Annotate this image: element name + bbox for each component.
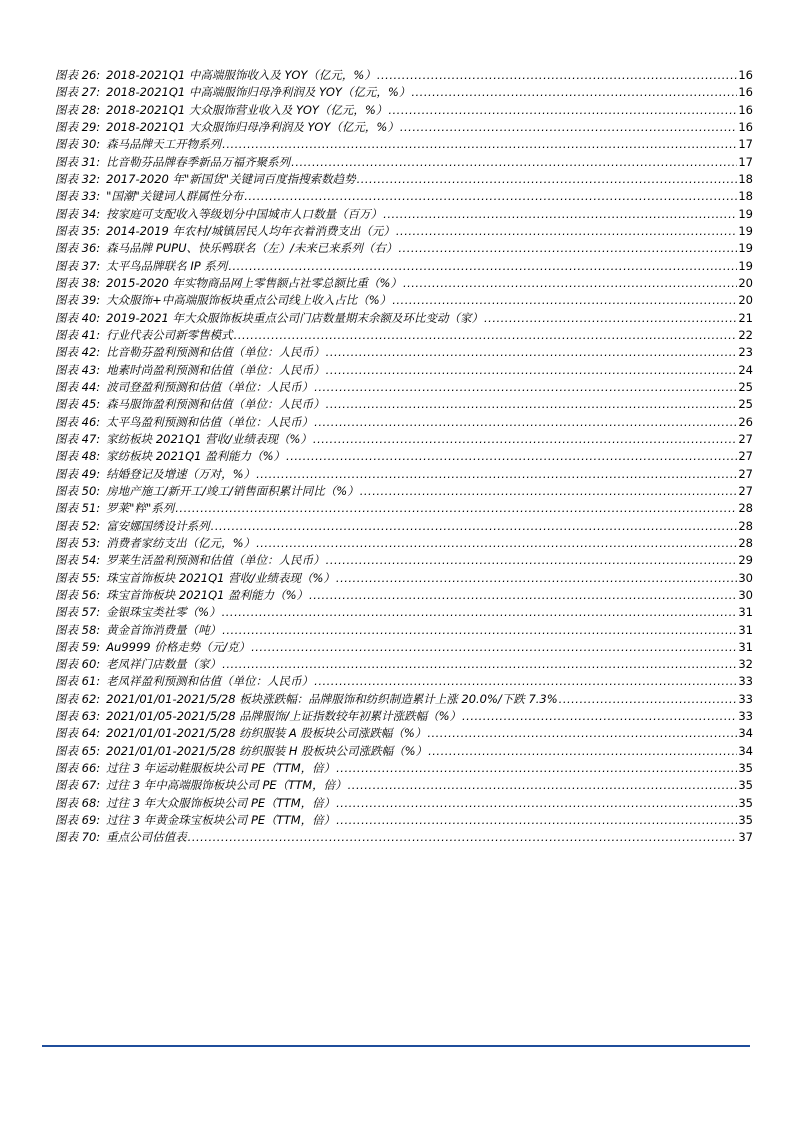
- toc-entry[interactable]: [55, 240, 753, 257]
- figure-title: 森马服饰盈利预测和估值（单位：人民币）: [106, 397, 325, 412]
- toc-entry[interactable]: [55, 795, 753, 812]
- dot-leader: [251, 640, 737, 654]
- dot-leader: [314, 415, 737, 429]
- toc-entry[interactable]: [55, 84, 753, 101]
- dot-leader: [256, 467, 737, 481]
- dot-leader: [396, 224, 737, 238]
- figure-title: 2018-2021Q1 大众服饰归母净利润及 YOY（亿元，%）: [106, 119, 399, 134]
- figure-title: 地素时尚盈利预测和估值（单位：人民币）: [106, 362, 325, 377]
- toc-entry[interactable]: [55, 119, 753, 136]
- figure-title: 2018-2021Q1 中高端服饰归母净利润及 YOY（亿元，%）: [106, 85, 411, 100]
- dot-leader: [403, 276, 737, 290]
- figure-number: 图表 50:: [55, 483, 101, 498]
- figure-number: 图表 42:: [55, 345, 101, 360]
- figure-number: 图表 55:: [55, 570, 101, 585]
- figure-number: 图表 66:: [55, 761, 101, 776]
- toc-entry[interactable]: [55, 639, 753, 656]
- figure-number: 图表 47:: [55, 431, 101, 446]
- figure-number: 图表 26:: [55, 68, 101, 82]
- toc-entry[interactable]: [55, 67, 753, 84]
- page-number: 17: [738, 154, 753, 169]
- toc-entry[interactable]: [55, 379, 753, 396]
- toc-entry[interactable]: [55, 448, 753, 465]
- toc-entry[interactable]: [55, 275, 753, 292]
- toc-entry[interactable]: [55, 708, 753, 725]
- figure-number: 图表 28:: [55, 102, 101, 117]
- figure-number: 图表 53:: [55, 535, 101, 550]
- figure-number: 图表 41:: [55, 327, 101, 342]
- figure-title: 波司登盈利预测和估值（单位：人民币）: [106, 379, 314, 394]
- toc-entry[interactable]: [55, 691, 753, 708]
- figure-title: 消费者家纺支出（亿元，%）: [106, 535, 256, 550]
- figure-title: 金银珠宝类社零（%）: [106, 605, 221, 620]
- dot-leader: [326, 363, 738, 377]
- dot-leader: [398, 241, 737, 255]
- figure-number: 图表 36:: [55, 241, 101, 256]
- toc-entry[interactable]: [55, 154, 753, 171]
- figure-title: 珠宝首饰板块 2021Q1 营收/业绩表现（%）: [106, 570, 335, 585]
- page-number: 16: [738, 119, 753, 134]
- figure-title: 2021/01/05-2021/5/28 品牌服饰/上证指数较年初累计涨跌幅（%）: [106, 709, 462, 724]
- figure-number: 图表 51:: [55, 501, 101, 516]
- dot-leader: [559, 692, 738, 706]
- page-number: 32: [738, 657, 753, 672]
- figure-number: 图表 32:: [55, 171, 101, 186]
- dot-leader: [222, 623, 737, 637]
- figure-title: 太平鸟盈利预测和估值（单位：人民币）: [106, 414, 314, 429]
- figure-title: 2021/01/01-2021/5/28 板块涨跌幅：品牌服饰和纺织制造累计上涨 20.0%/下跌 7.3%: [106, 691, 558, 706]
- page-number: 19: [738, 258, 753, 273]
- dot-leader: [336, 796, 737, 810]
- page-number: 27: [738, 466, 753, 481]
- figure-title: 重点公司估值表: [106, 830, 187, 845]
- figure-number: 图表 68:: [55, 795, 101, 810]
- figure-list: [55, 67, 753, 847]
- figure-title: 富安娜国绣设计系列: [106, 518, 210, 533]
- figure-title: 行业代表公司新零售模式: [106, 327, 233, 342]
- figure-number: 图表 52:: [55, 518, 101, 533]
- dot-leader: [360, 484, 738, 498]
- toc-entry[interactable]: [55, 102, 753, 119]
- figure-title: 2019-2021 年大众服饰板块重点公司门店数量期末余额及环比变动（家）: [106, 310, 484, 325]
- dot-leader: [326, 345, 738, 359]
- figure-title: 2018-2021Q1 大众服饰营业收入及 YOY（亿元，%）: [106, 102, 388, 117]
- footer-rule: [42, 1045, 750, 1047]
- toc-entry[interactable]: [55, 622, 753, 639]
- toc-entry[interactable]: [55, 535, 753, 552]
- dot-leader: [348, 778, 738, 792]
- figure-number: 图表 65:: [55, 743, 101, 758]
- dot-leader: [326, 553, 738, 567]
- page-number: 29: [738, 553, 753, 568]
- figure-number: 图表 38:: [55, 275, 101, 290]
- figure-number: 图表 69:: [55, 813, 101, 828]
- figure-number: 图表 44:: [55, 379, 101, 394]
- figure-title: 2015-2020 年实物商品网上零售额占社零总额比重（%）: [106, 275, 402, 290]
- toc-entry[interactable]: [55, 414, 753, 431]
- toc-entry[interactable]: [55, 171, 753, 188]
- dot-leader: [256, 536, 737, 550]
- toc-entry[interactable]: [55, 136, 753, 153]
- toc-entry[interactable]: [55, 518, 753, 535]
- figure-number: 图表 45:: [55, 397, 101, 412]
- page-number: 28: [738, 518, 753, 533]
- page-number: 18: [738, 171, 753, 186]
- dot-leader: [427, 726, 737, 740]
- toc-entry[interactable]: [55, 743, 753, 760]
- figure-title: 过往 3 年中高端服饰板块公司 PE（TTM，倍）: [106, 778, 347, 793]
- page-number: 25: [738, 397, 753, 412]
- page-number: 20: [738, 275, 753, 290]
- figure-number: 图表 46:: [55, 414, 101, 429]
- toc-entry[interactable]: [55, 656, 753, 673]
- figure-number: 图表 33:: [55, 189, 101, 204]
- page-number: 30: [738, 587, 753, 602]
- figure-number: 图表 70:: [55, 830, 101, 845]
- toc-entry[interactable]: [55, 223, 753, 240]
- toc-entry[interactable]: [55, 483, 753, 500]
- figure-title: 老凤祥门店数量（家）: [106, 657, 222, 672]
- dot-leader: [222, 137, 737, 151]
- page-number: 34: [738, 743, 753, 758]
- dot-leader: [392, 293, 737, 307]
- figure-title: 按家庭可支配收入等级划分中国城市人口数量（百万）: [106, 206, 383, 221]
- toc-entry[interactable]: [55, 188, 753, 205]
- figure-number: 图表 57:: [55, 605, 101, 620]
- toc-entry[interactable]: [55, 604, 753, 621]
- dot-leader: [314, 674, 737, 688]
- figure-number: 图表 64:: [55, 726, 101, 741]
- page-number: 17: [738, 137, 753, 152]
- toc-entry[interactable]: [55, 258, 753, 275]
- page-number: 30: [738, 570, 753, 585]
- page-number: 16: [738, 68, 753, 82]
- dot-leader: [400, 120, 738, 134]
- figure-title: 太平鸟品牌联名 IP 系列: [106, 258, 228, 273]
- figure-number: 图表 60:: [55, 657, 101, 672]
- figure-title: 大众服饰+中高端服饰板块重点公司线上收入占比（%）: [106, 293, 392, 308]
- page-number: 28: [738, 535, 753, 550]
- toc-entry[interactable]: [55, 812, 753, 829]
- dot-leader: [383, 207, 737, 221]
- page-number: 28: [738, 501, 753, 516]
- figure-title: 房地产施工/新开工/竣工/销售面积累计同比（%）: [106, 483, 359, 498]
- page-number: 33: [738, 691, 753, 706]
- figure-title: 老凤祥盈利预测和估值（单位：人民币）: [106, 674, 314, 689]
- dot-leader: [314, 380, 737, 394]
- dot-leader: [411, 85, 737, 99]
- figure-number: 图表 40:: [55, 310, 101, 325]
- toc-entry[interactable]: [55, 829, 753, 846]
- toc-entry[interactable]: [55, 777, 753, 794]
- page-number: 31: [738, 622, 753, 637]
- dot-leader: [313, 432, 737, 446]
- page-number: 33: [738, 709, 753, 724]
- page-number: 26: [738, 414, 753, 429]
- page-number: 27: [738, 483, 753, 498]
- dot-leader: [234, 328, 738, 342]
- dot-leader: [291, 155, 737, 169]
- figure-title: 2021/01/01-2021/5/28 纺织服装 H 股板块公司涨跌幅（%）: [106, 743, 428, 758]
- figure-title: 过往 3 年运动鞋服板块公司 PE（TTM，倍）: [106, 761, 336, 776]
- toc-entry[interactable]: [55, 362, 753, 379]
- toc-entry[interactable]: [55, 760, 753, 777]
- dot-leader: [388, 103, 737, 117]
- figure-number: 图表 54:: [55, 553, 101, 568]
- figure-title: 过往 3 年黄金珠宝板块公司 PE（TTM，倍）: [106, 813, 336, 828]
- figure-number: 图表 34:: [55, 206, 101, 221]
- page-number: 23: [738, 345, 753, 360]
- dot-leader: [175, 501, 737, 515]
- toc-entry[interactable]: [55, 396, 753, 413]
- page-number: 19: [738, 223, 753, 238]
- figure-number: 图表 56:: [55, 587, 101, 602]
- figure-title: 森马品牌天工开物系列: [106, 137, 222, 152]
- figure-title: 过往 3 年大众服饰板块公司 PE（TTM，倍）: [106, 795, 336, 810]
- figure-number: 图表 61:: [55, 674, 101, 689]
- toc-entry[interactable]: [55, 431, 753, 448]
- figure-number: 图表 35:: [55, 223, 101, 238]
- figure-number: 图表 27:: [55, 85, 101, 100]
- figure-title: Au9999 价格走势（元/克）: [106, 639, 251, 654]
- page-number: 19: [738, 206, 753, 221]
- dot-leader: [357, 172, 738, 186]
- toc-entry[interactable]: [55, 570, 753, 587]
- toc-entry[interactable]: [55, 344, 753, 361]
- page-number: 16: [738, 102, 753, 117]
- figure-title: 罗莱"粹"系列: [106, 501, 175, 516]
- page-number: 35: [738, 813, 753, 828]
- page-number: 21: [738, 310, 753, 325]
- page-number: 20: [738, 293, 753, 308]
- page-number: 24: [738, 362, 753, 377]
- toc-entry[interactable]: [55, 725, 753, 742]
- figure-number: 图表 43:: [55, 362, 101, 377]
- figure-title: 森马品牌 PUPU、快乐鸭联名（左）/未来已来系列（右）: [106, 241, 398, 256]
- toc-entry[interactable]: [55, 206, 753, 223]
- figure-number: 图表 29:: [55, 119, 101, 134]
- page-number: 18: [738, 189, 753, 204]
- figure-number: 图表 49:: [55, 466, 101, 481]
- page-number: 31: [738, 605, 753, 620]
- page-number: 16: [738, 85, 753, 100]
- figure-number: 图表 63:: [55, 709, 101, 724]
- page-number: 31: [738, 639, 753, 654]
- toc-entry[interactable]: [55, 292, 753, 309]
- dot-leader: [211, 519, 738, 533]
- page-number: 19: [738, 241, 753, 256]
- page-number: 33: [738, 674, 753, 689]
- page-number: 27: [738, 431, 753, 446]
- page-number: 35: [738, 795, 753, 810]
- figure-title: "国潮"关键词人群属性分布: [106, 189, 244, 204]
- page-number: 27: [738, 449, 753, 464]
- page-number: 37: [738, 830, 753, 845]
- figure-title: 家纺板块 2021Q1 盈利能力（%）: [106, 449, 286, 464]
- dot-leader: [462, 709, 737, 723]
- figure-title: 黄金首饰消费量（吨）: [106, 622, 222, 637]
- figure-number: 图表 59:: [55, 639, 101, 654]
- figure-title: 比音勒芬盈利预测和估值（单位：人民币）: [106, 345, 325, 360]
- dot-leader: [286, 449, 737, 463]
- figure-title: 2014-2019 年农村/城镇居民人均年衣着消费支出（元）: [106, 223, 395, 238]
- figure-title: 珠宝首饰板块 2021Q1 盈利能力（%）: [106, 587, 309, 602]
- page-number: 22: [738, 327, 753, 342]
- toc-entry[interactable]: [55, 310, 753, 327]
- dot-leader: [222, 657, 737, 671]
- figure-number: 图表 30:: [55, 137, 101, 152]
- dot-leader: [228, 259, 737, 273]
- page-number: 35: [738, 761, 753, 776]
- figure-number: 图表 48:: [55, 449, 101, 464]
- figure-number: 图表 31:: [55, 154, 101, 169]
- figure-title: 罗莱生活盈利预测和估值（单位：人民币）: [106, 553, 325, 568]
- dot-leader: [428, 744, 737, 758]
- dot-leader: [336, 571, 737, 585]
- page-number: 34: [738, 726, 753, 741]
- dot-leader: [309, 588, 737, 602]
- toc-entry[interactable]: [55, 500, 753, 517]
- dot-leader: [244, 189, 737, 203]
- dot-leader: [484, 311, 737, 325]
- figure-number: 图表 62:: [55, 691, 101, 706]
- page-number: 25: [738, 379, 753, 394]
- figure-number: 图表 39:: [55, 293, 101, 308]
- dot-leader: [336, 761, 737, 775]
- toc-entry[interactable]: [55, 466, 753, 483]
- figure-title: 2018-2021Q1 中高端服饰收入及 YOY（亿元，%）: [106, 68, 376, 82]
- figure-number: 图表 67:: [55, 778, 101, 793]
- figure-title: 家纺板块 2021Q1 营收/业绩表现（%）: [106, 431, 312, 446]
- toc-entry[interactable]: [55, 552, 753, 569]
- page-number: 35: [738, 778, 753, 793]
- dot-leader: [222, 605, 738, 619]
- toc-entry[interactable]: [55, 327, 753, 344]
- dot-leader: [326, 397, 738, 411]
- toc-entry[interactable]: [55, 587, 753, 604]
- figure-title: 2021/01/01-2021/5/28 纺织服装 A 股板块公司涨跌幅（%）: [106, 726, 427, 741]
- figure-title: 比音勒芬品牌春季新品万福齐聚系列: [106, 154, 291, 169]
- dot-leader: [336, 813, 737, 827]
- figure-number: 图表 58:: [55, 622, 101, 637]
- dot-leader: [377, 68, 738, 82]
- figure-number: 图表 37:: [55, 258, 101, 273]
- figure-title: 2017-2020 年"新国货"关键词百度指搜索数趋势: [106, 171, 356, 186]
- figure-title: 结婚登记及增速（万对，%）: [106, 466, 256, 481]
- dot-leader: [188, 830, 738, 844]
- toc-entry[interactable]: [55, 673, 753, 690]
